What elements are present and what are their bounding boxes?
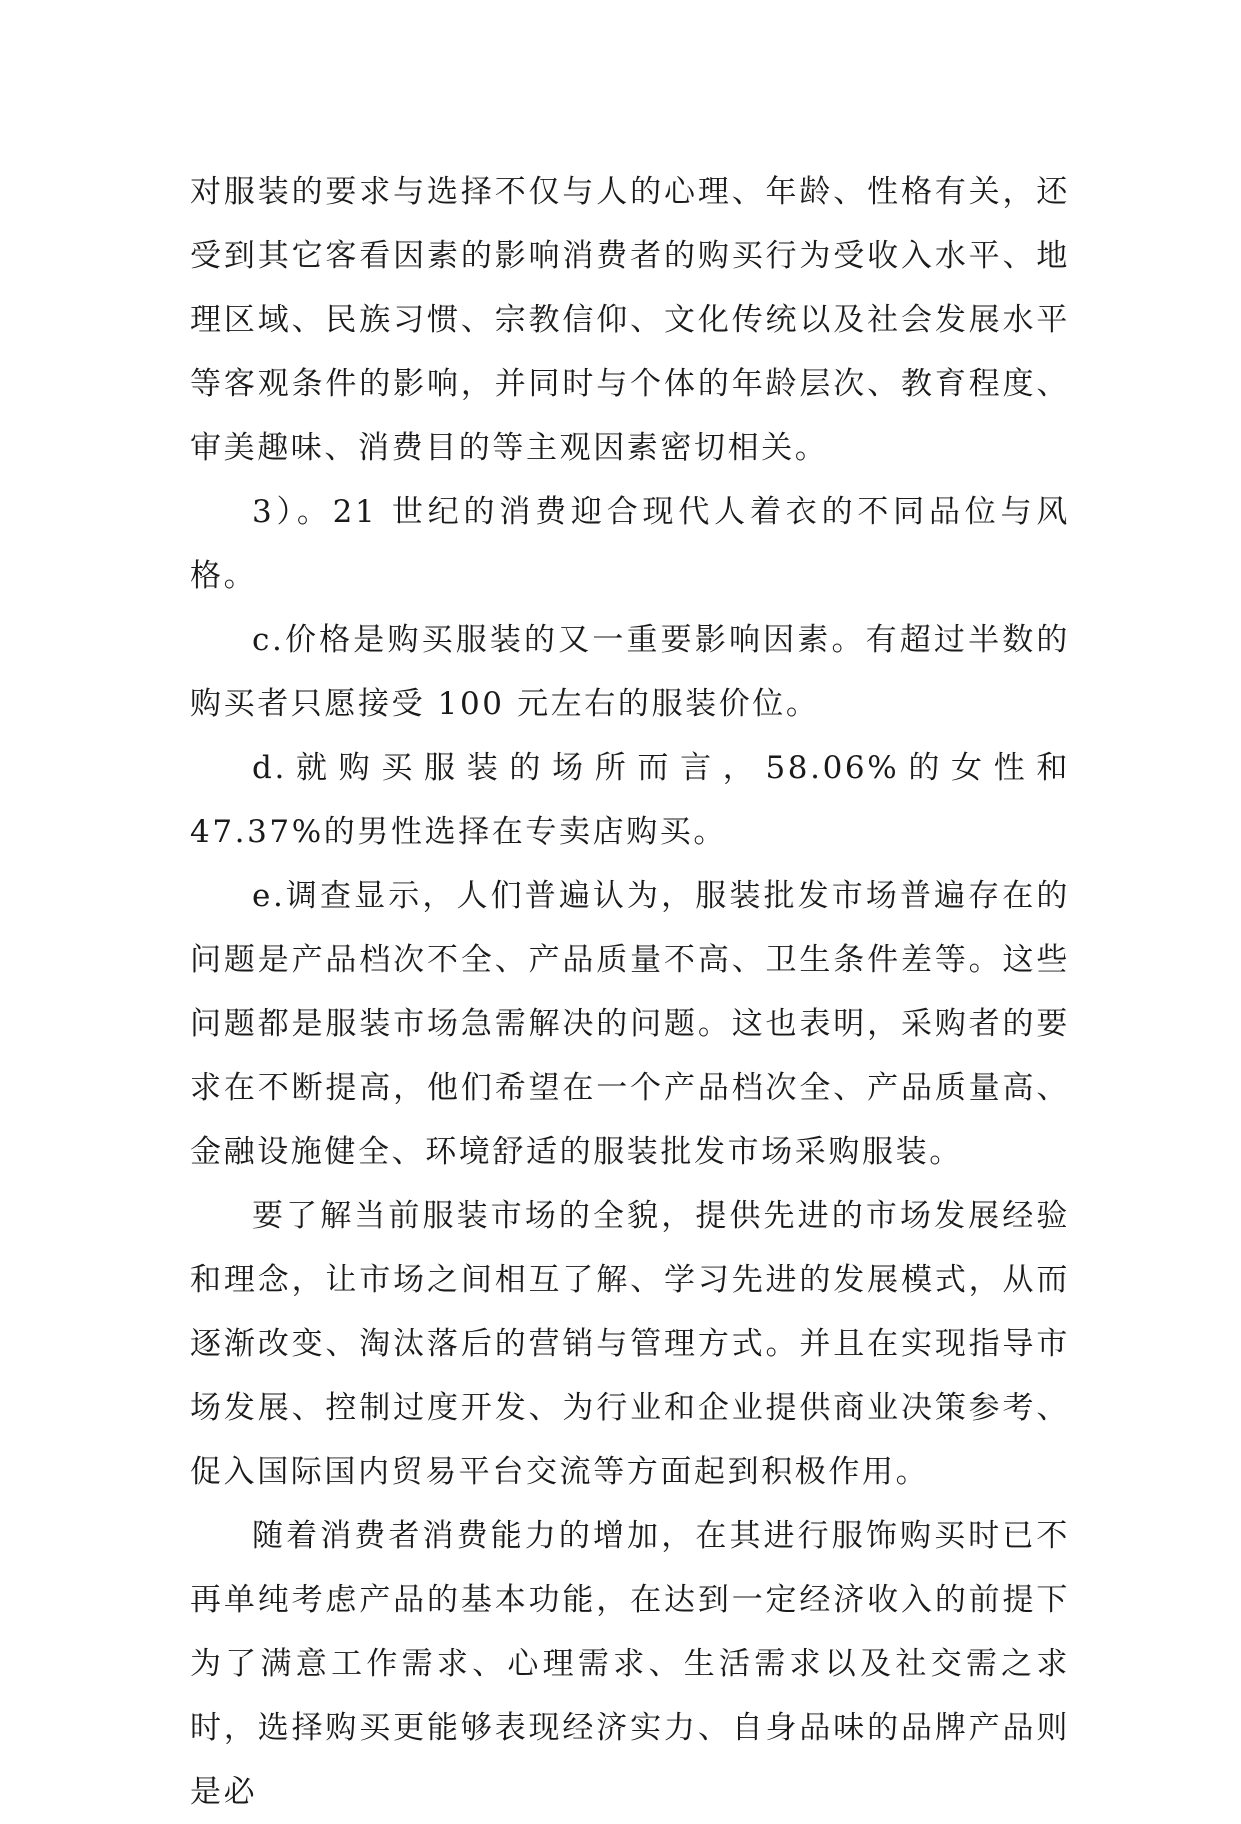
- paragraph-brand-purchase: 随着消费者消费能力的增加，在其进行服饰购买时已不再单纯考虑产品的基本功能，在达到一定经济收入的前提下为了满意工作需求、心理需求、生活需求以及社交需之求时，选择购买更能够表现经济实力、自身品味的品牌产品则是必: [190, 1518, 1070, 1810]
- paragraph-purchase-venue: d.就购买服装的场所而言，58.06%的女性和 47.37%的男性选择在专卖店购买。: [190, 750, 1070, 850]
- paragraph-market-overview: 要了解当前服装市场的全貌，提供先进的市场发展经验和理念，让市场之间相互了解、学习先进的发展模式，从而逐渐改变、淘汰落后的营销与管理方式。并且在实现指导市场发展、控制过度开发、为行业和企业提供商业决策参考、促入国际国内贸易平台交流等方面起到积极作用。: [190, 1198, 1070, 1490]
- document-body: [190, 160, 1070, 1824]
- paragraph-survey-wholesale: e.调查显示，人们普遍认为，服装批发市场普遍存在的问题是产品档次不全、产品质量不高、卫生条件差等。这些问题都是服装市场急需解决的问题。这也表明，采购者的要求在不断提高，他们希望在一个产品档次全、产品质量高、金融设施健全、环境舒适的服装批发市场采购服装。: [190, 878, 1070, 1170]
- paragraph-consumer-factors: 对服装的要求与选择不仅与人的心理、年龄、性格有关，还受到其它客看因素的影响消费者的购买行为受收入水平、地理区域、民族习惯、宗教信仰、文化传统以及社会发展水平等客观条件的影响，并同时与个体的年龄层次、教育程度、审美趣味、消费目的等主观因素密切相关。: [190, 174, 1070, 466]
- paragraph-price-factor: c.价格是购买服装的又一重要影响因素。有超过半数的购买者只愿接受 100 元左右的服装价位。: [190, 622, 1070, 722]
- paragraph-21st-century-consumption: 3）。21 世纪的消费迎合现代人着衣的不同品位与风格。: [190, 494, 1070, 594]
